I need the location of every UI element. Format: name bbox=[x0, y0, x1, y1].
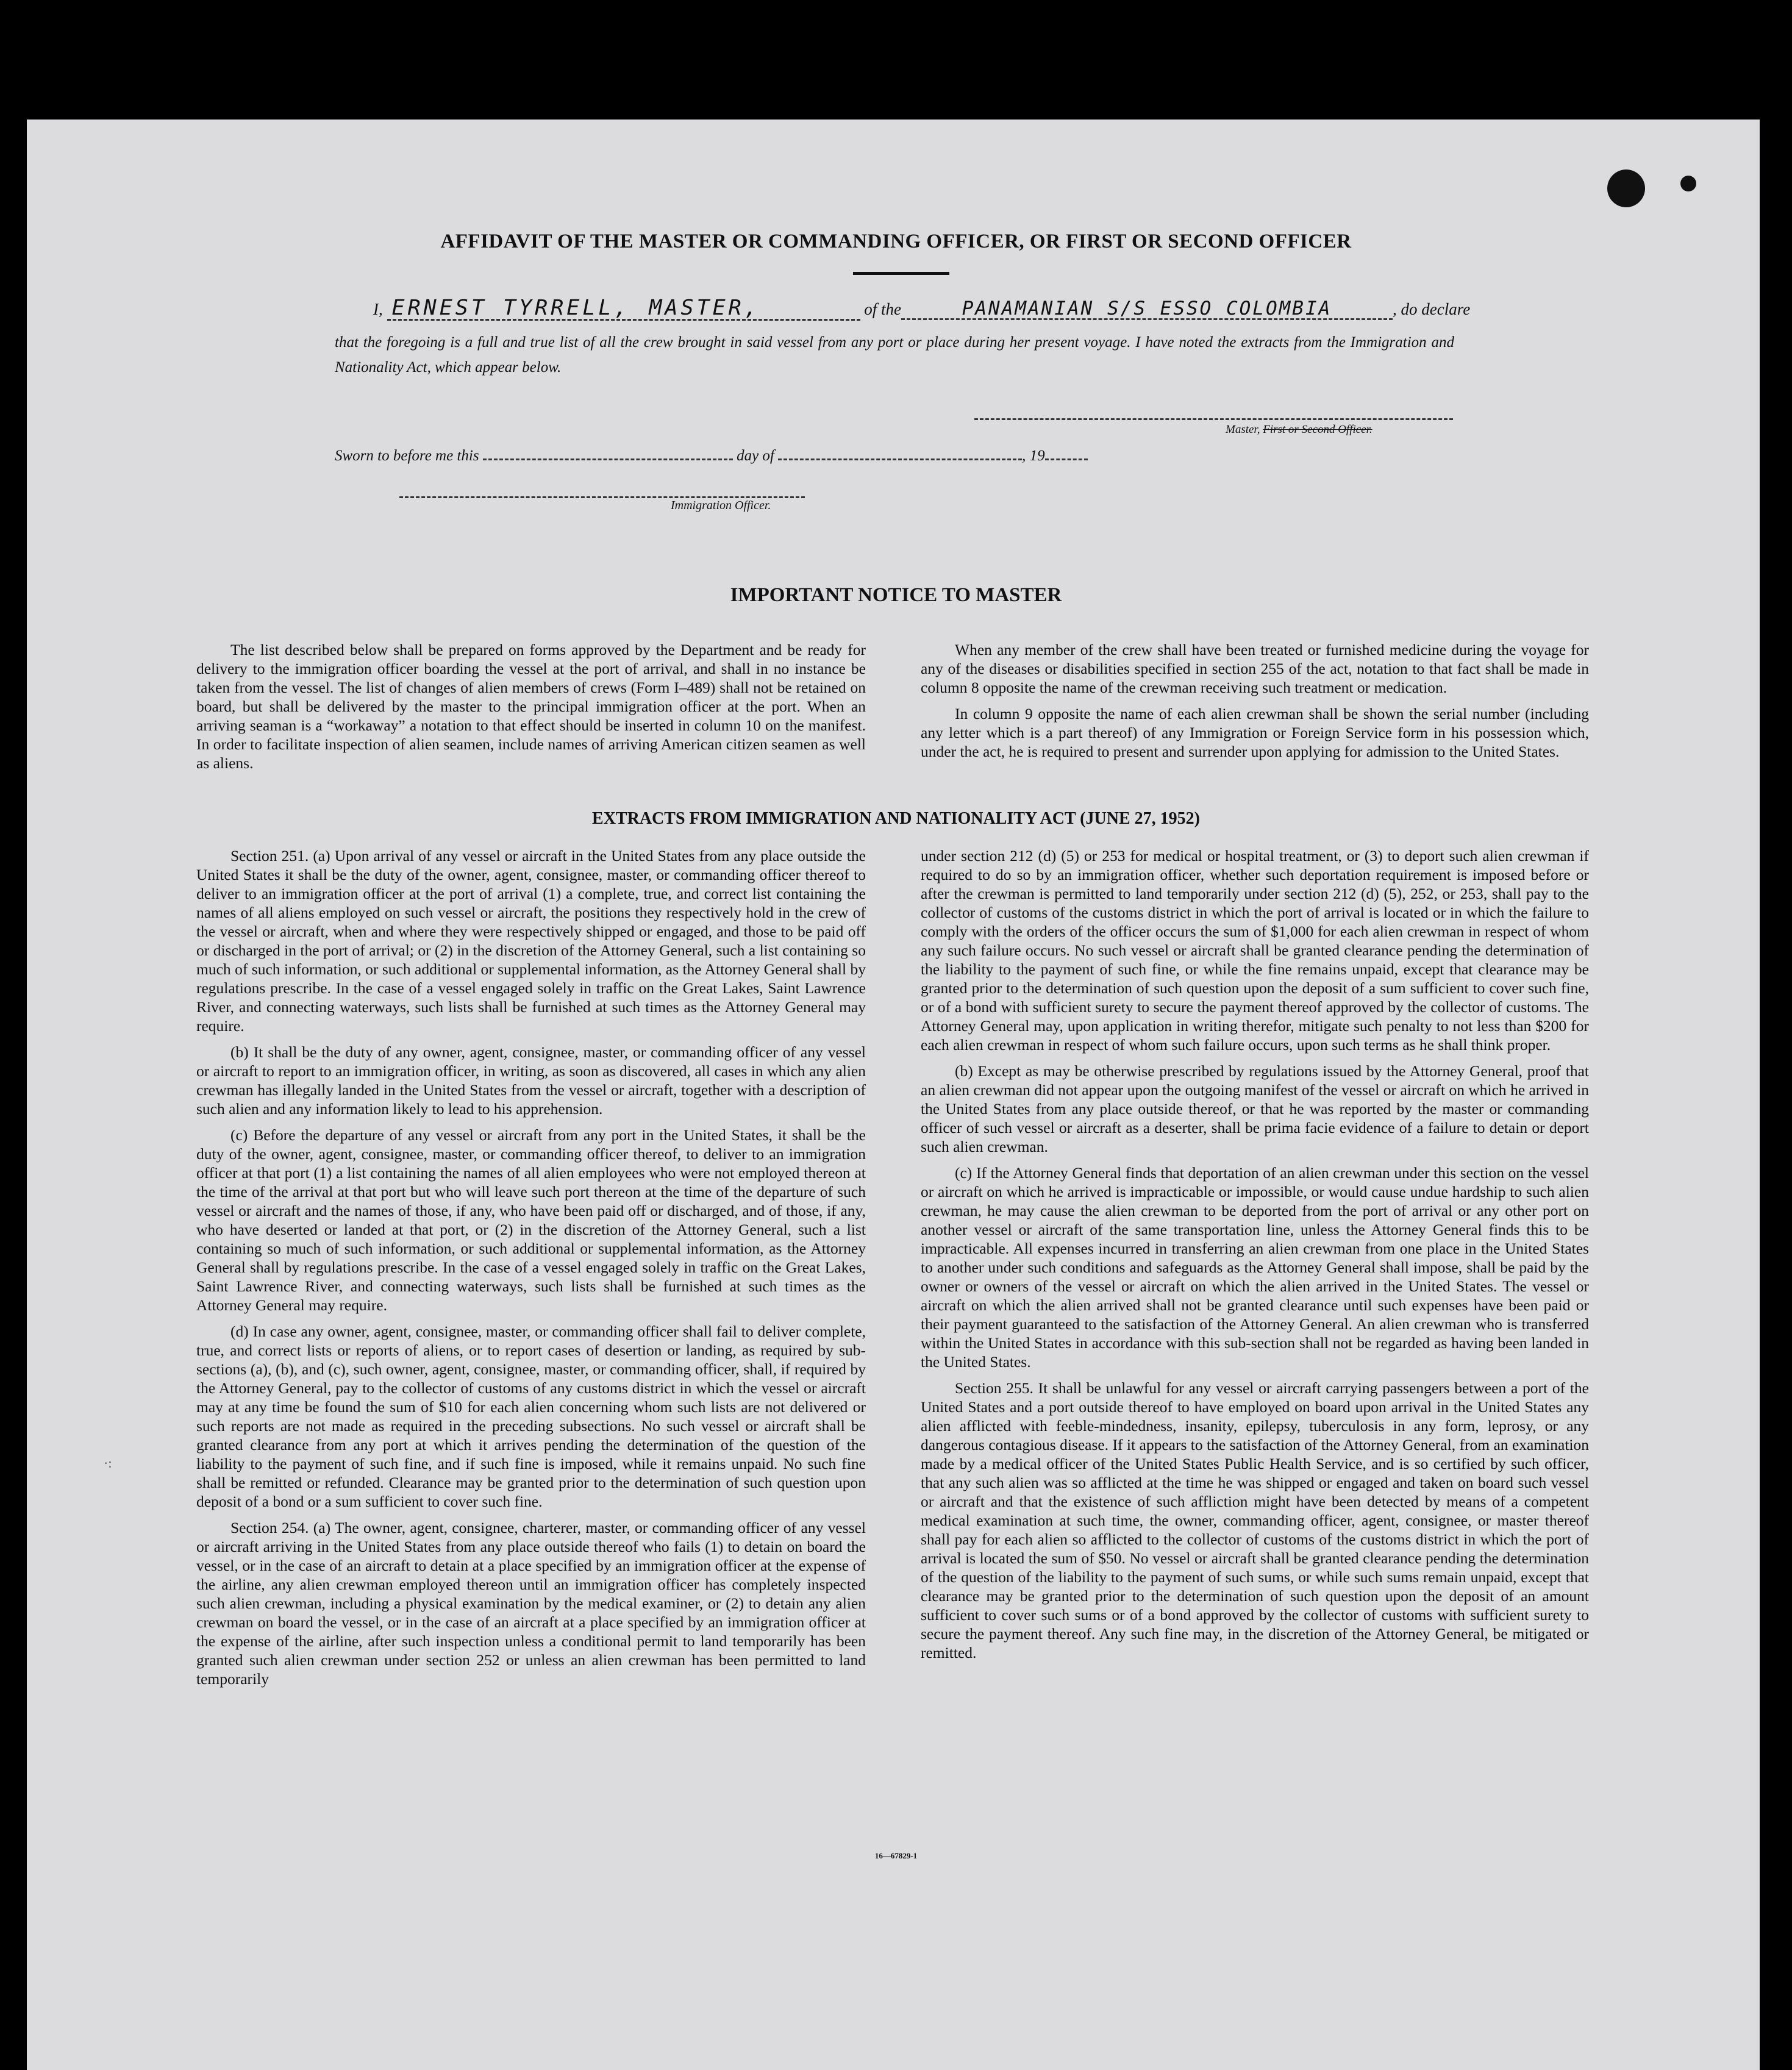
declaration-statement: that the foregoing is a full and true list of all the crew brought in said vessel from any port or place during her present voyage. I have noted the extracts from the Immigration and Nationality Act, which appear below. bbox=[335, 334, 1454, 376]
year-field bbox=[1045, 446, 1088, 460]
master-name: ERNEST TYRRELL, bbox=[391, 296, 630, 320]
declaration-prefix: I, bbox=[373, 300, 383, 318]
of-the-label: of the bbox=[864, 300, 901, 318]
act-paragraph: (c) Before the departure of any vessel or aircraft from any port in the United States, it shall be the duty of the owner, agent, consignee, master, or commanding officer thereof, to deliver to an immigration officer at that port (1) a list containing the names of all alien employees who were not employed thereon at the time of the arrival at that port but who will leave such port thereon at the time of the departure of such vessel or aircraft and the names of those, if any, who have been paid off or discharged, and of those, if any, who have deserted or landed at that port, or (2) in the discretion of the Attorney General, such a list containing so much of such information, or such additional or supplemental information, as the Attorney General shall by regulations prescribe. In the case of a vessel engaged solely in traffic on the Great Lakes, Saint Lawrence River, and connecting waterways, such lists shall be furnished at such times as the Attorney General may require. bbox=[196, 1126, 866, 1314]
title-underline bbox=[853, 272, 949, 275]
master-signature-line bbox=[974, 418, 1453, 420]
ink-blot bbox=[1607, 170, 1645, 207]
master-rank: MASTER, bbox=[649, 296, 760, 320]
vessel-name: PANAMANIAN S/S ESSO COLOMBIA bbox=[962, 298, 1332, 319]
signature-caption bbox=[1226, 423, 1373, 437]
declaration-suffix: , do declare bbox=[1393, 300, 1471, 318]
act-paragraph: Section 251. (a) Upon arrival of any vessel or aircraft in the United States from any place outside the United States it shall be the duty of the owner, agent, consignee, master, or commanding officer thereof to deliver to an immigration officer at the port of arrival (1) a complete, true, and correct list containing the names of all aliens employed on such vessel or aircraft, the positions they respectively hold in the crew of the vessel or aircraft, when and where they were respectively shipped or engaged, and those to be paid off or discharged in the port of arrival; or (2) in the discretion of the Attorney General, such a list containing so much of such information, or such additional or supplemental information, as the Attorney General shall by regulations prescribe. In the case of a vessel engaged solely in traffic on the Great Lakes, Saint Lawrence River, and connecting waterways, such lists shall be furnished at such times as the Attorney General may require. bbox=[196, 847, 866, 1035]
margin-mark: ·: bbox=[104, 1455, 112, 1471]
notice-title: IMPORTANT NOTICE TO MASTER bbox=[730, 584, 1062, 606]
extracts-right-column bbox=[921, 846, 1589, 1669]
day-of-label: day of bbox=[737, 448, 774, 464]
master-name-field bbox=[387, 298, 860, 321]
act-paragraph: (d) In case any owner, agent, consignee, master, or commanding officer shall fail to deliver complete, true, and correct lists or reports of aliens, or to report cases of desertion or landing, as required by sub-sections (a), (b), and (c), such owner, agent, consignee, master, or commanding officer, shall, if required by the Attorney General, pay to the collector of customs of any customs district in which the vessel or aircraft may at any time be found the sum of $10 for each alien concerning whom such lists are not delivered or such reports are not made as required in the preceding subsections. No such vessel or aircraft shall be granted clearance from any port at which it arrives pending the determination of the question of the liability to the payment of such fine, and if such fine is imposed, while it remains unpaid. No such fine shall be remitted or refunded. Clearance may be granted prior to the determination of such question upon deposit of a bond or a sum sufficient to cover such fine. bbox=[196, 1322, 866, 1510]
form-number: 16—67829-1 bbox=[874, 1851, 918, 1860]
notice-paragraph: The list described below shall be prepared on forms approved by the Department and be ready for delivery to the immigration officer boarding the vessel at the port of arrival, and shall in no instance be taken from the vessel. The list of changes of alien members of crews (Form I–489) shall not be retained on board, but shall be delivered by the master to the principal immigration officer at the port. When an arriving seaman is a “workaway” a notation to that effect should be inserted in column 10 on the manifest. In order to facilitate inspection of alien seamen, include names of arriving American citizen seamen as well as aliens. bbox=[196, 641, 866, 772]
act-paragraph: (b) It shall be the duty of any owner, agent, consignee, master, or commanding officer of any vessel or aircraft to report to an immigration officer, in writing, as soon as discovered, all cases in which any alien crewman has illegally landed in the United States from the vessel or aircraft, together with a description of such alien and any information likely to lead to his apprehension. bbox=[196, 1043, 866, 1118]
act-paragraph: under section 212 (d) (5) or 253 for medical or hospital treatment, or (3) to deport such alien crewman if required to do so by an immigration officer, whether such deportation requirement is imposed before or after the crewman is permitted to land temporarily under section 212 (d) (5), 252, or 253, shall pay to the collector of customs of the customs district in which the port of arrival is located or in which the failure to comply with the orders of the officer occurs the sum of $1,000 for each alien crewman in respect of whom any such failure occurs. No such vessel or aircraft shall be granted clearance pending the determination of the liability to the payment of such fine, or while the fine remains unpaid, except that clearance may be granted prior to the determination of such question upon the deposit of a sum sufficient to cover such fine, or of a bond with sufficient surety to secure the payment thereof approved by the collector of customs. The Attorney General may, upon application in writing therefor, mitigate such penalty to not less than $200 for each alien crewman in respect of whom such failure occurs, upon such terms as he shall think proper. bbox=[921, 847, 1589, 1054]
sworn-line bbox=[335, 446, 1088, 465]
declaration-line bbox=[373, 298, 1471, 321]
signature-caption-struck: First or Second Officer. bbox=[1263, 423, 1373, 436]
day-field bbox=[483, 446, 733, 460]
extracts-title: EXTRACTS FROM IMMIGRATION AND NATIONALITY ACT (JUNE 27, 1952) bbox=[592, 809, 1200, 828]
act-paragraph: Section 254. (a) The owner, agent, consignee, charterer, master, or commanding officer of any vessel or aircraft arriving in the United States from any place outside thereof who fails (1) to detain on board the vessel, or in the case of an aircraft to detain at a place specified by an immigration officer at the expense of the airline, any alien crewman employed thereon until an immigration officer has completely inspected such alien crewman, including a physical examination by the medical examiner, or (2) to detain any alien crewman on board the vessel, or in the case of an aircraft at a place specified by an immigration officer at the expense of the airline, after such inspection unless a conditional permit to land temporarily has been granted such alien crewman under section 252 or unless an alien crewman has been permitted to land temporarily bbox=[196, 1519, 866, 1688]
year-prefix: , 19 bbox=[1022, 448, 1045, 464]
act-paragraph: Section 255. It shall be unlawful for any vessel or aircraft carrying passengers between a port of the United States and a port outside thereof to have employed on board upon arrival in the United States any alien afflicted with feeble-mindedness, insanity, epilepsy, tuberculosis in any form, leprosy, or any dangerous contagious disease. If it appears to the satisfaction of the Attorney General, from an examination made by a medical officer of the United States Public Health Service, and is so certified by such officer, that any such alien was so afflicted at the time he was shipped or engaged and taken on board such vessel or aircraft and that the existence of such affliction might have been detected by means of a competent medical examination at such time, the owner, commanding officer, agent, consignee, or master thereof shall pay for each alien so afflicted to the collector of customs of the customs district in which the port of arrival is located the sum of $50. No vessel or aircraft shall be granted clearance pending the determination of the question of the liability to the payment of such sums, or while such sums remain unpaid, except that clearance may be granted prior to the determination of such question upon the deposit of an amount sufficient to cover such sums or of a bond approved by the collector of customs with sufficient surety to secure the payment thereof. Any such fine may, in the discretion of the Attorney General, be mitigated or remitted. bbox=[921, 1379, 1589, 1661]
extracts-left-column bbox=[196, 846, 866, 1696]
act-paragraph: (c) If the Attorney General finds that deportation of an alien crewman under this section on the vessel or aircraft on which he arrived is impracticable or impossible, or would cause undue hardship to such alien crewman, he may cause the alien crewman to be deported from the port of arrival or any other port on another vessel or aircraft of the same transportation line, unless the Attorney General finds this to be impracticable. All expenses incurred in transferring an alien crewman from one place in the United States to another under such conditions and safeguards as the Attorney General shall impose, shall be paid by the owner or owners of the vessel or aircraft on which the alien arrived in the United States. The vessel or aircraft on which the alien arrived shall not be granted clearance until such expenses have been paid or their payment guaranteed to the satisfaction of the Attorney General. An alien crewman who is transferred within the United States in accordance with this sub-section shall not be regarded as having been landed in the United States. bbox=[921, 1164, 1589, 1371]
notice-paragraph: In column 9 opposite the name of each alien crewman shall be shown the serial number (including any letter which is a part thereof) of any Immigration or Foreign Service form in his possession which, under the act, he is required to present and surrender upon applying for admission to the United States. bbox=[921, 705, 1589, 760]
ink-blot bbox=[1680, 176, 1696, 191]
signature-caption-master: Master, bbox=[1226, 423, 1260, 436]
sworn-label: Sworn to before me this bbox=[335, 448, 479, 464]
act-paragraph: (b) Except as may be otherwise prescribed by regulations issued by the Attorney General, proof that an alien crewman did not appear upon the outgoing manifest of the vessel or aircraft on which he arrived in the United States from any place outside thereof, or that he was reported by the master or commanding officer of such vessel or aircraft as a deserter, shall be prima facie evidence of a failure to detain or deport such alien crewman. bbox=[921, 1062, 1589, 1155]
affidavit-title: AFFIDAVIT OF THE MASTER OR COMMANDING OFFICER, OR FIRST OR SECOND OFFICER bbox=[440, 230, 1352, 252]
notice-paragraph: When any member of the crew shall have been treated or furnished medicine during the voyage for any of the diseases or disabilities specified in section 255 of the act, notation to that fact shall be made in column 8 opposite the name of the crewman receiving such treatment or medication. bbox=[921, 641, 1589, 696]
month-field bbox=[778, 446, 1022, 460]
notice-left-column bbox=[196, 640, 866, 780]
vessel-field bbox=[901, 299, 1393, 320]
immigration-officer-caption: Immigration Officer. bbox=[671, 499, 771, 512]
notice-right-column bbox=[921, 640, 1589, 768]
immigration-officer-line bbox=[399, 496, 805, 498]
